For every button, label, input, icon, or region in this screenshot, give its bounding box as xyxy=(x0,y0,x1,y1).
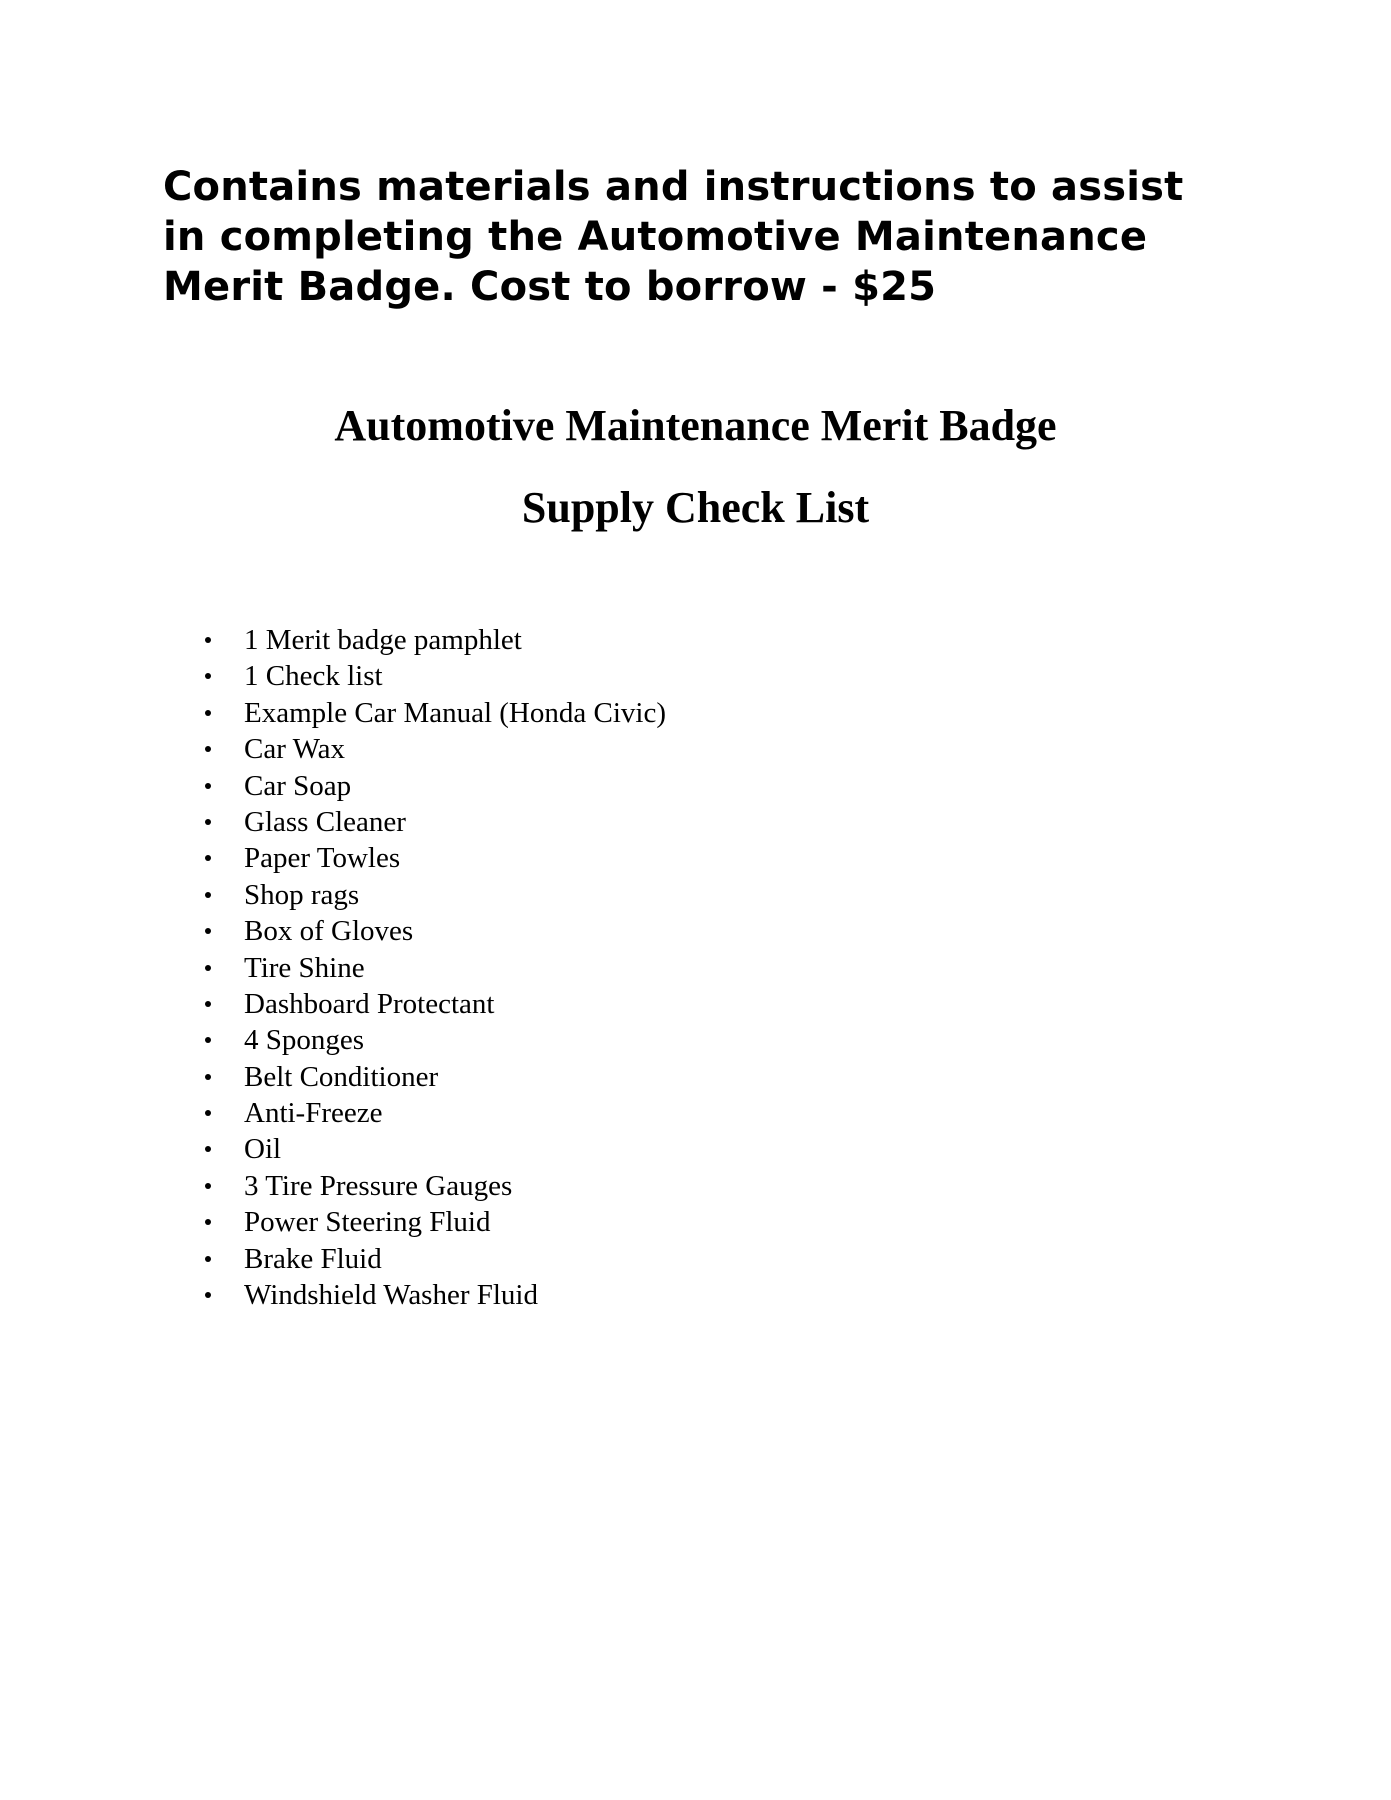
bullet-icon xyxy=(205,1146,211,1152)
list-item-label: Belt Conditioner xyxy=(244,1060,439,1093)
list-item xyxy=(205,986,666,1022)
list-item xyxy=(205,804,666,840)
list-item-label: Glass Cleaner xyxy=(244,805,406,838)
list-item-label: 3 Tire Pressure Gauges xyxy=(244,1169,513,1202)
list-item xyxy=(205,877,666,913)
bullet-icon xyxy=(205,673,211,679)
bullet-icon xyxy=(205,1110,211,1116)
list-item xyxy=(205,840,666,876)
list-item-label: Power Steering Fluid xyxy=(244,1206,491,1239)
bullet-icon xyxy=(205,1292,211,1298)
list-item xyxy=(205,913,666,949)
list-item-label: 1 Merit badge pamphlet xyxy=(244,624,522,656)
list-item xyxy=(205,950,666,986)
bullet-icon xyxy=(205,965,211,971)
list-item-label: Tire Shine xyxy=(244,951,365,984)
list-item-label: Shop rags xyxy=(244,878,360,911)
list-item-label: Brake Fluid xyxy=(244,1242,382,1275)
bullet-icon xyxy=(205,710,211,716)
bullet-icon xyxy=(205,928,211,934)
list-item-label: Car Wax xyxy=(244,733,346,766)
list-item-label: Paper Towles xyxy=(244,842,401,875)
list-item-label: Windshield Washer Fluid xyxy=(244,1279,538,1312)
list-item xyxy=(205,1241,666,1277)
bullet-icon xyxy=(205,1256,211,1262)
page-title: Automotive Maintenance Merit Badge xyxy=(334,401,1057,450)
bullet-icon xyxy=(205,783,211,789)
bullet-icon xyxy=(205,1219,211,1225)
list-item xyxy=(205,1168,666,1204)
list-item xyxy=(205,1277,666,1313)
list-item xyxy=(205,695,666,731)
list-item-label: Car Soap xyxy=(244,769,352,802)
list-item-label: Oil xyxy=(244,1133,282,1166)
bullet-icon xyxy=(205,637,211,643)
list-item xyxy=(205,1131,666,1167)
bullet-icon xyxy=(205,1037,211,1043)
intro-description xyxy=(163,162,1243,312)
bullet-icon xyxy=(205,892,211,898)
list-item-label: Box of Gloves xyxy=(244,915,414,948)
list-item xyxy=(205,1059,666,1095)
page-subtitle: Supply Check List xyxy=(521,483,870,532)
bullet-icon xyxy=(205,855,211,861)
list-item xyxy=(205,1095,666,1131)
list-item xyxy=(205,731,666,767)
intro-line: Merit Badge. Cost to borrow - $25 xyxy=(163,264,937,310)
bullet-icon xyxy=(205,1001,211,1007)
list-item-label: 1 Check list xyxy=(244,660,383,693)
intro-line: Contains materials and instructions to assist xyxy=(163,164,1184,210)
list-item xyxy=(205,622,666,658)
bullet-icon xyxy=(205,1074,211,1080)
bullet-icon xyxy=(205,1183,211,1189)
list-item xyxy=(205,1022,666,1058)
list-item-label: Example Car Manual (Honda Civic) xyxy=(244,696,666,729)
list-item xyxy=(205,658,666,694)
supply-check-list xyxy=(205,622,666,1313)
list-item-label: 4 Sponges xyxy=(244,1024,365,1057)
intro-line: in completing the Automotive Maintenance xyxy=(163,214,1148,260)
list-item xyxy=(205,768,666,804)
list-item-label: Anti-Freeze xyxy=(244,1097,383,1130)
bullet-icon xyxy=(205,819,211,825)
list-item xyxy=(205,1204,666,1240)
list-item-label: Dashboard Protectant xyxy=(244,987,495,1020)
bullet-icon xyxy=(205,746,211,752)
